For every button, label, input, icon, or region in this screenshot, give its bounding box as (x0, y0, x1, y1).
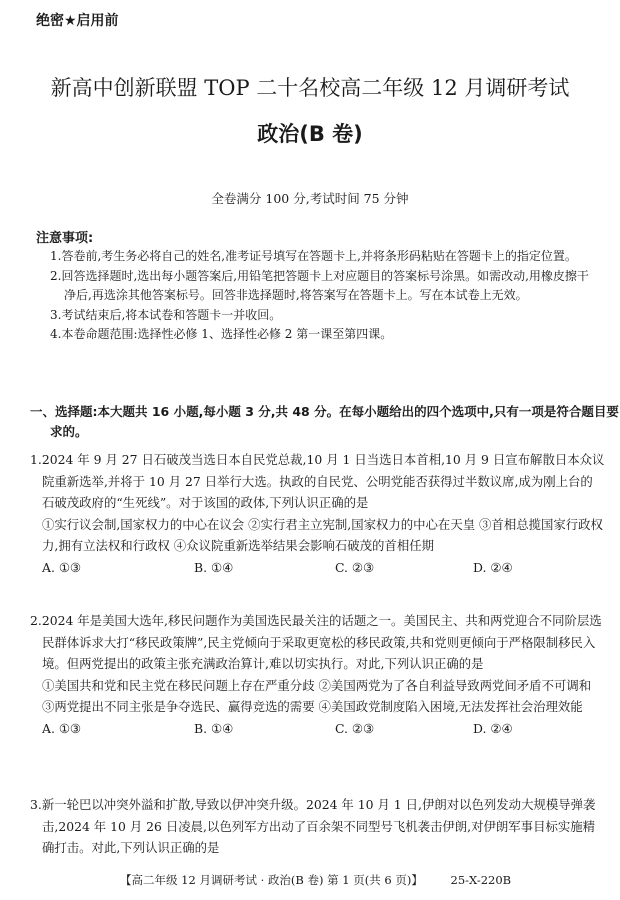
question-1 (30, 449, 605, 579)
notice-item: 1.答卷前,考生务必将自己的姓名,准考证号填写在答题卡上,并将条形码粘贴在答题卡上的指定位置。 (50, 249, 577, 263)
choice-c: C. ②③ (335, 720, 375, 736)
section-heading: 一、选择题:本大题共 16 小题,每小题 3 分,共 48 分。在每小题给出的四个选项中,只有一项是符合题目要求的。 (30, 404, 619, 439)
question-3 (30, 794, 605, 859)
footer-text: 【高二年级 12 月调研考试 · 政治(B 卷) 第 1 页(共 6 页)】 (120, 873, 423, 887)
answer-choices (42, 557, 605, 579)
notice-item: 3.考试结束后,将本试卷和答题卡一并收回。 (50, 307, 282, 322)
notices-list (50, 247, 595, 345)
notice-item: 4.本卷命题范围:选择性必修 1、选择性必修 2 第一课至第四课。 (50, 327, 393, 341)
subject-title: 政治(B 卷) (257, 122, 363, 146)
answer-choices (42, 718, 605, 740)
confidential-label: 绝密★启用前 (36, 13, 119, 29)
question-statements: ①实行议会制,国家权力的中心在议会 ②实行君主立宪制,国家权力的中心在天皇 ③首相总揽国家行政权力,拥有立法权和行政权 ④众议院重新选举结果会影响石破茂的首相任期 (42, 516, 603, 554)
question-statements: ①美国共和党和民主党在移民问题上存在严重分歧 ②美国两党为了各自利益导致两党间矛盾不可调和 ③两党提出不同主张是争夺选民、赢得竞选的需要 ④美国政党制度陷入困境,无法发挥社会治理效能 (42, 677, 592, 715)
choice-a: A. ①③ (42, 720, 82, 736)
choice-d: D. ②④ (473, 559, 513, 575)
score-time-info: 全卷满分 100 分,考试时间 75 分钟 (211, 191, 409, 206)
choice-c: C. ②③ (335, 559, 375, 575)
page-footer (120, 872, 600, 888)
question-2 (30, 610, 605, 740)
question-stem: 3.新一轮巴以冲突外溢和扩散,导致以伊冲突升级。2024 年 10 月 1 日,伊朗对以色列发动大规模导弹袭击,2024 年 10 月 26 日凌晨,以色列军方出动了百余架不同型号飞机袭击伊朗,对伊朗军事目标实施精确打击。对此,下列认识正确的是 (30, 797, 596, 856)
choice-b: B. ①④ (194, 720, 234, 736)
exam-title: 新高中创新联盟 TOP 二十名校高二年级 12 月调研考试 (50, 76, 570, 100)
exam-code: 25-X-220B (450, 873, 512, 887)
choice-b: B. ①④ (194, 559, 234, 575)
notice-item: 2.回答选择题时,选出每小题答案后,用铅笔把答题卡上对应题目的答案标号涂黑。如需改动,用橡皮擦干净后,再选涂其他答案标号。回答非选择题时,将答案写在答题卡上。写在本试卷上无效。 (50, 268, 589, 302)
choice-d: D. ②④ (473, 720, 513, 736)
notices-title: 注意事项: (36, 231, 94, 246)
question-stem: 2.2024 年是美国大选年,移民问题作为美国选民最关注的话题之一。美国民主、共和两党迎合不同阶层选民群体诉求大打“移民政策牌”,民主党倾向于采取更宽松的移民政策,共和党则更倾向于严格限制移民入境。但两党提出的政策主张充满政治算计,难以切实执行。对此,下列认识正确的是 (30, 613, 602, 672)
question-stem: 1.2024 年 9 月 27 日石破茂当选日本自民党总裁,10 月 1 日当选日本首相,10 月 9 日宣布解散日本众议院重新选举,并将于 10 月 27 日举行大选。执政的自民党、公明党能否获得过半数议席,成为刚上台的石破茂政府的“生死线”。对于该国的政体,下列认识正确的是 (30, 452, 605, 511)
choice-a: A. ①③ (42, 559, 82, 575)
